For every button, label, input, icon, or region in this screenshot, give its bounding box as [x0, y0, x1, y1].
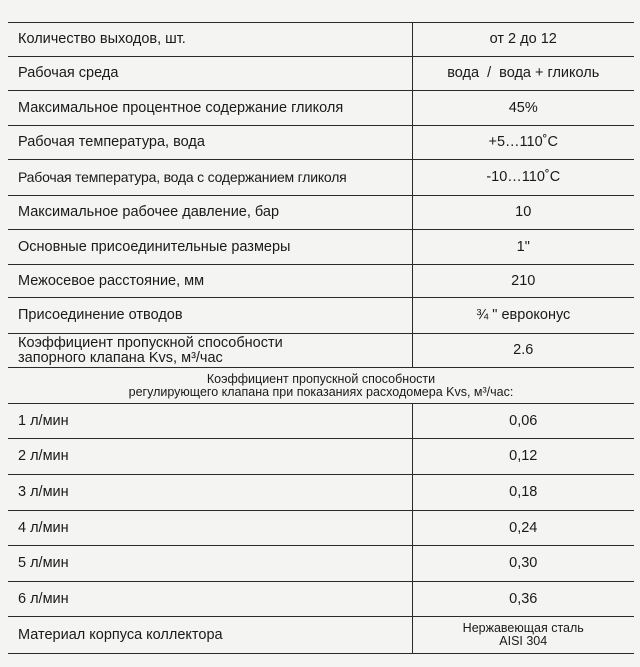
row-label: Максимальное рабочее давление, бар	[8, 196, 412, 230]
table-row	[8, 23, 634, 57]
row-label: 2 л/мин	[8, 439, 412, 475]
row-label: Максимальное процентное содержание гликоля	[8, 91, 412, 126]
row-label: 1 л/мин	[8, 404, 412, 439]
row-value: -10…110˚С	[412, 160, 634, 196]
row-value: 210	[412, 265, 634, 298]
row-value: 0,24	[412, 511, 634, 546]
row-label: 4 л/мин	[8, 511, 412, 546]
section-header-row	[8, 368, 634, 404]
row-value: +5…110˚С	[412, 126, 634, 160]
row-value: 0,12	[412, 439, 634, 475]
row-label: Материал корпуса коллектора	[8, 617, 412, 654]
row-label: 3 л/мин	[8, 475, 412, 511]
row-label: Количество выходов, шт.	[8, 23, 412, 57]
row-label-line: запорного клапана Kvs, м³/час	[18, 349, 223, 366]
row-value: 0,30	[412, 546, 634, 582]
row-label	[8, 334, 412, 368]
row-value: 0,18	[412, 475, 634, 511]
section-header	[8, 368, 634, 404]
table-row	[8, 298, 634, 334]
table-row	[8, 230, 634, 265]
material-value-line: Нержавеющая сталь	[462, 621, 584, 635]
row-label: Рабочая среда	[8, 57, 412, 91]
row-label-line: Коэффициент пропускной способности	[18, 334, 283, 351]
row-value: вода / вода + гликоль	[412, 57, 634, 91]
row-label: Основные присоединительные размеры	[8, 230, 412, 265]
row-label: Присоединение отводов	[8, 298, 412, 334]
row-label: 6 л/мин	[8, 582, 412, 617]
section-header-line: регулирующего клапана при показаниях расходомера Kvs, м³/час:	[128, 384, 514, 399]
row-value	[412, 617, 634, 654]
row-label: 5 л/мин	[8, 546, 412, 582]
table-row	[8, 126, 634, 160]
table-row	[8, 511, 634, 546]
row-value: 45%	[412, 91, 634, 126]
row-value: 1"	[412, 230, 634, 265]
row-value: 0,06	[412, 404, 634, 439]
row-label: Рабочая температура, вода	[8, 126, 412, 160]
section-header-line: Коэффициент пропускной способности	[206, 371, 436, 386]
table-row	[8, 439, 634, 475]
table-row	[8, 91, 634, 126]
table-row	[8, 334, 634, 368]
table-row	[8, 475, 634, 511]
row-value: от 2 до 12	[412, 23, 634, 57]
table-row	[8, 546, 634, 582]
table-row	[8, 57, 634, 91]
row-label: Рабочая температура, вода с содержанием гликоля	[8, 160, 412, 196]
table-row	[8, 265, 634, 298]
table-row	[8, 617, 634, 654]
row-value: 10	[412, 196, 634, 230]
specifications-table	[8, 22, 634, 654]
table-row	[8, 196, 634, 230]
table-row	[8, 582, 634, 617]
row-value: 0,36	[412, 582, 634, 617]
table-row	[8, 404, 634, 439]
row-value: 2.6	[412, 334, 634, 368]
material-value-line: AISI 304	[499, 634, 548, 648]
row-label: Межосевое расстояние, мм	[8, 265, 412, 298]
row-value: ¾ " евроконус	[412, 298, 634, 334]
table-row	[8, 160, 634, 196]
